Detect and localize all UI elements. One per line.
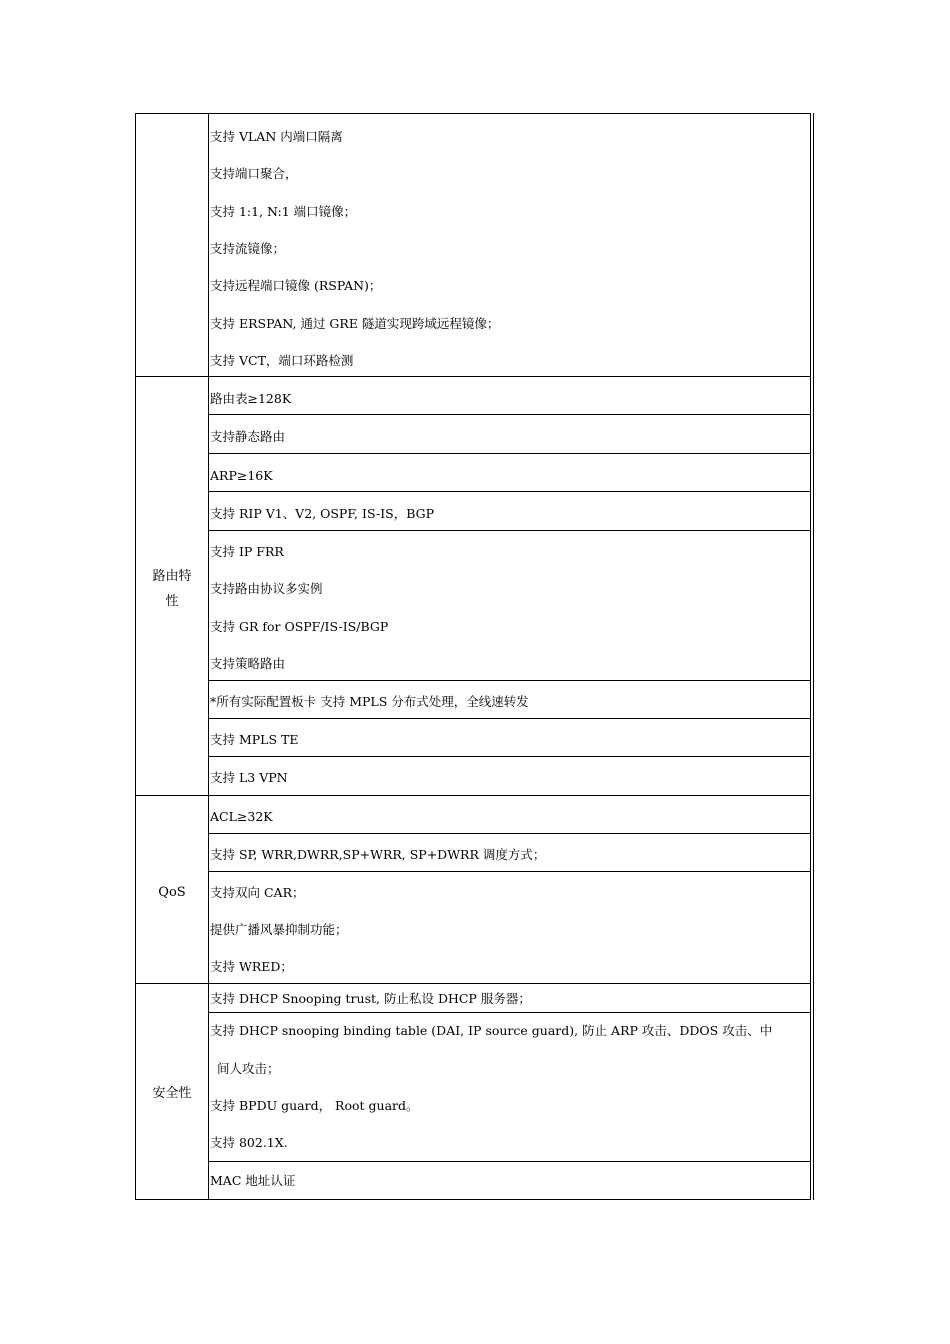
row-divider bbox=[208, 871, 811, 872]
spec-line: 支持策略路由 bbox=[210, 656, 286, 671]
category-label-line: 路由特 bbox=[152, 569, 192, 584]
spec-line: 支持远程端口镜像 (RSPAN)； bbox=[210, 278, 382, 293]
spec-line: ACL≥32K bbox=[210, 809, 273, 824]
row-divider bbox=[208, 756, 811, 757]
spec-line: 支持 1:1, N:1 端口镜像； bbox=[210, 204, 357, 219]
spec-line: 支持 GR for OSPF/IS-IS/BGP bbox=[210, 619, 389, 634]
row-divider bbox=[208, 414, 811, 415]
spec-line: 支持 SP, WRR,DWRR,SP+WRR, SP+DWRR 调度方式； bbox=[210, 847, 546, 862]
spec-line: 支持流镜像； bbox=[210, 241, 286, 256]
spec-line: 支持 ERSPAN, 通过 GRE 隧道实现跨域远程镜像； bbox=[210, 316, 500, 331]
spec-line: 支持 DHCP Snooping trust, 防止私设 DHCP 服务器； bbox=[210, 991, 531, 1006]
category-label-security: 安全性 bbox=[152, 1086, 192, 1101]
spec-line: 支持 DHCP snooping binding table (DAI, IP source guard), 防止 ARP 攻击、DDOS 攻击、中 bbox=[210, 1023, 773, 1038]
spec-line: 支持 L3 VPN bbox=[210, 770, 288, 785]
row-divider bbox=[208, 491, 811, 492]
spec-line: 支持 MPLS TE bbox=[210, 732, 299, 747]
section-divider bbox=[135, 376, 811, 377]
section-divider bbox=[135, 795, 811, 796]
row-divider bbox=[208, 530, 811, 531]
row-divider bbox=[208, 1012, 811, 1013]
spec-line: 提供广播风暴抑制功能； bbox=[210, 922, 348, 937]
spec-line: 支持 VCT，端口环路检测 bbox=[210, 353, 354, 368]
row-divider bbox=[208, 833, 811, 834]
section-divider bbox=[135, 983, 811, 984]
spec-line: 路由表≥128K bbox=[210, 391, 292, 406]
spec-line: *所有实际配置板卡 支持 MPLS 分布式处理，全线速转发 bbox=[210, 694, 529, 709]
table-right-double-border bbox=[813, 113, 814, 1200]
spec-line: 支持 WRED； bbox=[210, 959, 293, 974]
spec-line: 支持静态路由 bbox=[210, 429, 286, 444]
category-label-line: 性 bbox=[165, 594, 179, 609]
spec-line: 支持 BPDU guard， Root guard。 bbox=[210, 1098, 419, 1113]
spec-line: 支持路由协议多实例 bbox=[210, 581, 323, 596]
category-label-qos: QoS bbox=[158, 885, 186, 900]
spec-line: MAC 地址认证 bbox=[210, 1173, 296, 1188]
row-divider bbox=[208, 680, 811, 681]
spec-line: 支持 RIP V1、V2, OSPF, IS-IS，BGP bbox=[210, 506, 435, 521]
spec-line: 支持 802.1X. bbox=[210, 1135, 288, 1150]
row-divider bbox=[208, 453, 811, 454]
spec-line: 支持 IP FRR bbox=[210, 544, 284, 559]
spec-line: 支持 VLAN 内端口隔离 bbox=[210, 129, 343, 144]
category-column-divider bbox=[208, 113, 209, 1200]
spec-line: 间人攻击； bbox=[217, 1061, 280, 1076]
spec-line: ARP≥16K bbox=[210, 468, 273, 483]
spec-line: 支持双向 CAR； bbox=[210, 885, 305, 900]
category-label-routing bbox=[136, 564, 208, 614]
row-divider bbox=[208, 718, 811, 719]
row-divider bbox=[208, 1161, 811, 1162]
spec-line: 支持端口聚合， bbox=[210, 166, 298, 181]
